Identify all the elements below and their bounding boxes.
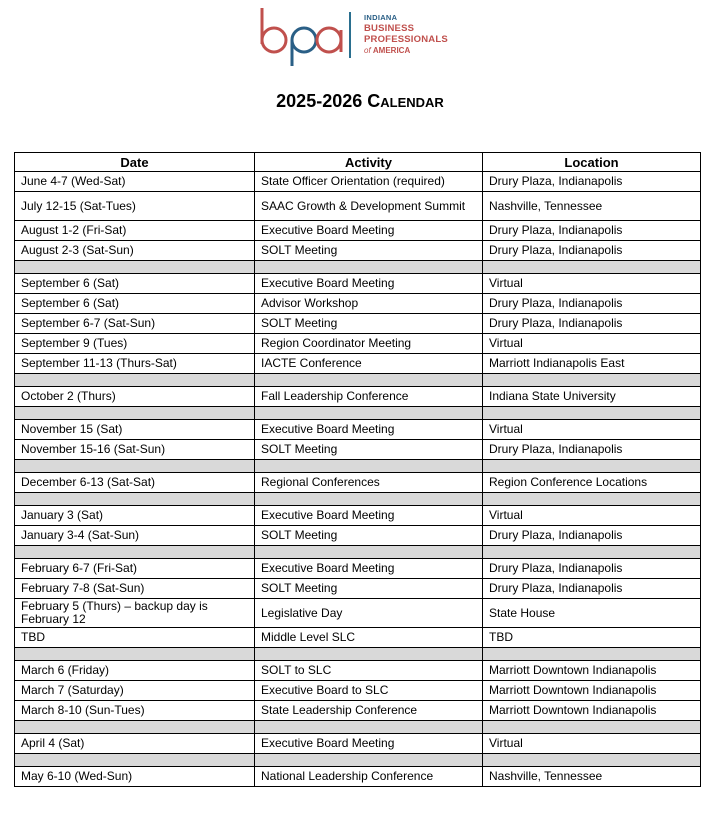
- spacer-cell: [255, 407, 483, 420]
- activity-cell: SOLT Meeting: [255, 526, 483, 546]
- spacer-cell: [255, 648, 483, 661]
- location-cell: Marriott Indianapolis East: [483, 354, 701, 374]
- spacer-row: [15, 721, 701, 734]
- activity-cell: SOLT Meeting: [255, 579, 483, 599]
- header: [0, 0, 720, 70]
- spacer-cell: [255, 754, 483, 767]
- spacer-row: [15, 546, 701, 559]
- spacer-cell: [255, 721, 483, 734]
- activity-cell: SAAC Growth & Development Summit: [255, 192, 483, 221]
- location-cell: State House: [483, 599, 701, 628]
- header-activity: Activity: [255, 153, 483, 172]
- activity-cell: Executive Board Meeting: [255, 221, 483, 241]
- location-cell: Marriott Downtown Indianapolis: [483, 701, 701, 721]
- table-row: [15, 701, 701, 721]
- activity-cell: National Leadership Conference: [255, 767, 483, 787]
- table-row: [15, 334, 701, 354]
- location-cell: Virtual: [483, 420, 701, 440]
- spacer-cell: [15, 648, 255, 661]
- spacer-cell: [483, 546, 701, 559]
- spacer-cell: [255, 546, 483, 559]
- location-cell: Virtual: [483, 274, 701, 294]
- location-cell: Indiana State University: [483, 387, 701, 407]
- org-line-4-of: of: [364, 45, 371, 55]
- date-cell: August 2-3 (Sat-Sun): [15, 241, 255, 261]
- table-row: [15, 767, 701, 787]
- org-line-4-word: AMERICA: [372, 45, 411, 55]
- location-cell: Drury Plaza, Indianapolis: [483, 314, 701, 334]
- date-cell: September 6 (Sat): [15, 294, 255, 314]
- spacer-cell: [15, 546, 255, 559]
- spacer-cell: [483, 493, 701, 506]
- activity-cell: SOLT Meeting: [255, 241, 483, 261]
- location-cell: Drury Plaza, Indianapolis: [483, 172, 701, 192]
- date-cell: January 3-4 (Sat-Sun): [15, 526, 255, 546]
- spacer-cell: [483, 721, 701, 734]
- location-cell: Nashville, Tennessee: [483, 192, 701, 221]
- spacer-cell: [483, 460, 701, 473]
- location-cell: Virtual: [483, 506, 701, 526]
- location-cell: Nashville, Tennessee: [483, 767, 701, 787]
- location-cell: Marriott Downtown Indianapolis: [483, 681, 701, 701]
- table-row: [15, 314, 701, 334]
- table-row: [15, 473, 701, 493]
- date-cell: February 5 (Thurs) – backup day is February 12: [15, 599, 255, 628]
- spacer-cell: [15, 407, 255, 420]
- date-cell: September 6-7 (Sat-Sun): [15, 314, 255, 334]
- location-cell: TBD: [483, 628, 701, 648]
- date-cell: September 9 (Tues): [15, 334, 255, 354]
- spacer-cell: [15, 754, 255, 767]
- table-row: [15, 354, 701, 374]
- table-row: [15, 420, 701, 440]
- table-row: [15, 387, 701, 407]
- table-row: [15, 440, 701, 460]
- page-title: [0, 91, 720, 112]
- location-cell: Marriott Downtown Indianapolis: [483, 661, 701, 681]
- org-line-2: BUSINESS: [364, 22, 415, 34]
- spacer-cell: [15, 261, 255, 274]
- spacer-row: [15, 407, 701, 420]
- title-word: Calendar: [367, 91, 444, 111]
- date-cell: November 15 (Sat): [15, 420, 255, 440]
- location-cell: Drury Plaza, Indianapolis: [483, 526, 701, 546]
- spacer-cell: [255, 460, 483, 473]
- location-cell: Virtual: [483, 734, 701, 754]
- location-cell: Drury Plaza, Indianapolis: [483, 559, 701, 579]
- spacer-cell: [15, 460, 255, 473]
- location-cell: Drury Plaza, Indianapolis: [483, 579, 701, 599]
- date-cell: June 4-7 (Wed-Sat): [15, 172, 255, 192]
- date-cell: November 15-16 (Sat-Sun): [15, 440, 255, 460]
- date-cell: February 6-7 (Fri-Sat): [15, 559, 255, 579]
- spacer-row: [15, 493, 701, 506]
- table-row: [15, 172, 701, 192]
- activity-cell: Executive Board Meeting: [255, 559, 483, 579]
- date-cell: May 6-10 (Wed-Sun): [15, 767, 255, 787]
- spacer-row: [15, 374, 701, 387]
- spacer-row: [15, 754, 701, 767]
- activity-cell: Executive Board Meeting: [255, 274, 483, 294]
- activity-cell: SOLT to SLC: [255, 661, 483, 681]
- date-cell: March 6 (Friday): [15, 661, 255, 681]
- logo-divider: [349, 12, 351, 58]
- date-cell: March 8-10 (Sun-Tues): [15, 701, 255, 721]
- org-line-1: INDIANA: [364, 13, 398, 22]
- activity-cell: Executive Board Meeting: [255, 734, 483, 754]
- date-cell: September 6 (Sat): [15, 274, 255, 294]
- date-cell: April 4 (Sat): [15, 734, 255, 754]
- date-cell: TBD: [15, 628, 255, 648]
- activity-cell: State Officer Orientation (required): [255, 172, 483, 192]
- spacer-cell: [483, 374, 701, 387]
- table-row: [15, 734, 701, 754]
- title-year: 2025-2026: [276, 91, 363, 111]
- spacer-row: [15, 460, 701, 473]
- spacer-cell: [483, 754, 701, 767]
- activity-cell: Executive Board Meeting: [255, 506, 483, 526]
- activity-cell: State Leadership Conference: [255, 701, 483, 721]
- date-cell: March 7 (Saturday): [15, 681, 255, 701]
- date-cell: January 3 (Sat): [15, 506, 255, 526]
- location-cell: Drury Plaza, Indianapolis: [483, 221, 701, 241]
- activity-cell: Executive Board to SLC: [255, 681, 483, 701]
- date-cell: September 11-13 (Thurs-Sat): [15, 354, 255, 374]
- table-row: [15, 506, 701, 526]
- table-row: [15, 221, 701, 241]
- date-cell: December 6-13 (Sat-Sat): [15, 473, 255, 493]
- activity-cell: Middle Level SLC: [255, 628, 483, 648]
- bpa-logo: [258, 6, 344, 68]
- spacer-row: [15, 261, 701, 274]
- table-row: [15, 274, 701, 294]
- spacer-cell: [255, 493, 483, 506]
- table-row: [15, 559, 701, 579]
- header-location: Location: [483, 153, 701, 172]
- table-row: [15, 192, 701, 221]
- header-date: Date: [15, 153, 255, 172]
- spacer-cell: [255, 374, 483, 387]
- table-row: [15, 599, 701, 628]
- table-row: [15, 294, 701, 314]
- location-cell: Region Conference Locations: [483, 473, 701, 493]
- activity-cell: Executive Board Meeting: [255, 420, 483, 440]
- spacer-cell: [483, 407, 701, 420]
- location-cell: Drury Plaza, Indianapolis: [483, 294, 701, 314]
- spacer-cell: [255, 261, 483, 274]
- activity-cell: IACTE Conference: [255, 354, 483, 374]
- activity-cell: Legislative Day: [255, 599, 483, 628]
- location-cell: Virtual: [483, 334, 701, 354]
- activity-cell: SOLT Meeting: [255, 440, 483, 460]
- date-cell: February 7-8 (Sat-Sun): [15, 579, 255, 599]
- org-name: [364, 14, 448, 55]
- spacer-cell: [483, 261, 701, 274]
- location-cell: Drury Plaza, Indianapolis: [483, 440, 701, 460]
- spacer-cell: [483, 648, 701, 661]
- spacer-cell: [15, 721, 255, 734]
- table-row: [15, 241, 701, 261]
- activity-cell: Region Coordinator Meeting: [255, 334, 483, 354]
- table-row: [15, 526, 701, 546]
- spacer-cell: [15, 374, 255, 387]
- table-row: [15, 681, 701, 701]
- org-line-4: [364, 47, 448, 55]
- org-line-3: PROFESSIONALS: [364, 34, 448, 45]
- table-row: [15, 579, 701, 599]
- activity-cell: Regional Conferences: [255, 473, 483, 493]
- date-cell: October 2 (Thurs): [15, 387, 255, 407]
- spacer-row: [15, 648, 701, 661]
- table-header-row: [15, 153, 701, 172]
- table-row: [15, 661, 701, 681]
- activity-cell: SOLT Meeting: [255, 314, 483, 334]
- table-row: [15, 628, 701, 648]
- calendar-table: [14, 152, 701, 787]
- date-cell: August 1-2 (Fri-Sat): [15, 221, 255, 241]
- activity-cell: Advisor Workshop: [255, 294, 483, 314]
- date-cell: July 12-15 (Sat-Tues): [15, 192, 255, 221]
- spacer-cell: [15, 493, 255, 506]
- location-cell: Drury Plaza, Indianapolis: [483, 241, 701, 261]
- activity-cell: Fall Leadership Conference: [255, 387, 483, 407]
